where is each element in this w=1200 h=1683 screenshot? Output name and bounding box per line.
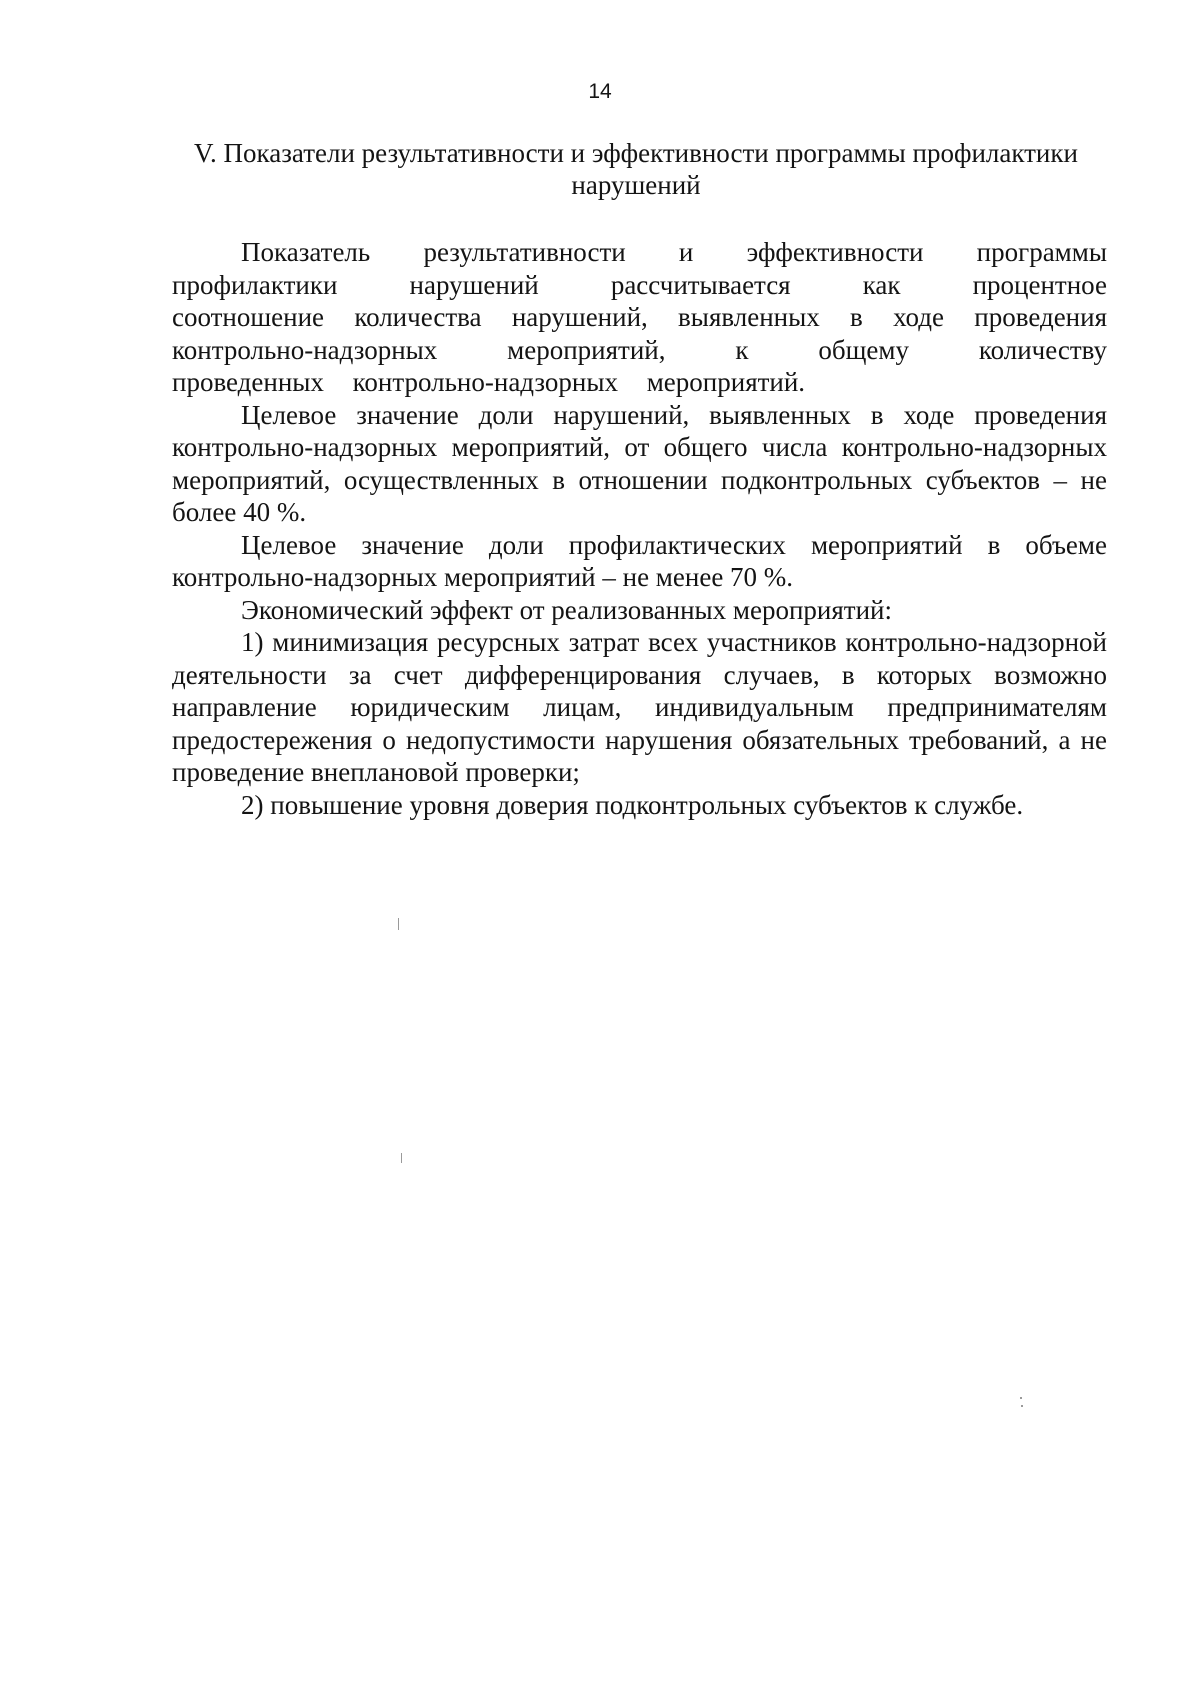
paragraph-economic-effect: Экономический эффект от реализованных мероприятий: — [241, 594, 892, 625]
paragraph-target-preventive: Целевое значение доли профилактических мероприятий в объеме контрольно-надзорных мероприятий – не менее 70 %. — [172, 529, 1107, 592]
section-title-line-2: нарушений — [571, 170, 701, 200]
scan-speck-mark — [1020, 1397, 1022, 1399]
document-body — [172, 236, 1107, 821]
scan-speck-mark — [398, 918, 399, 930]
page-number: 14 — [588, 80, 612, 103]
section-title-line-1: V. Показатели результативности и эффективности программы профилактики — [194, 138, 1078, 168]
paragraph-target-violations: Целевое значение доли нарушений, выявленных в ходе проведения контрольно-надзорных мероприятий, от общего числа контрольно-надзорных мероприятий, осуществленных в отношении подконтрольных субъектов – не более 40 %. — [172, 399, 1107, 527]
scan-speck-mark — [1021, 1405, 1023, 1407]
scan-speck-mark — [401, 1153, 402, 1163]
section-title — [165, 137, 1107, 201]
list-item-1: 1) минимизация ресурсных затрат всех участников контрольно-надзорной деятельности за счет дифференцирования случаев, в которых возможно направление юридическим лицам, индивидуальным предпринимателям предостережения о недопустимости нарушения обязательных требований, а не проведение внеплановой проверки; — [172, 627, 1107, 787]
paragraph-indicator-definition: Показатель результативности и эффективности программы профилактики нарушений рассчитывается как процентное соотношение количества нарушений, выявленных в ходе проведения контрольно-надзорных мероприятий, к общему количеству проведенных контрольно-надзорных мероприятий. — [172, 237, 1107, 397]
list-item-2: 2) повышение уровня доверия подконтрольных субъектов к службе. — [241, 789, 1024, 820]
